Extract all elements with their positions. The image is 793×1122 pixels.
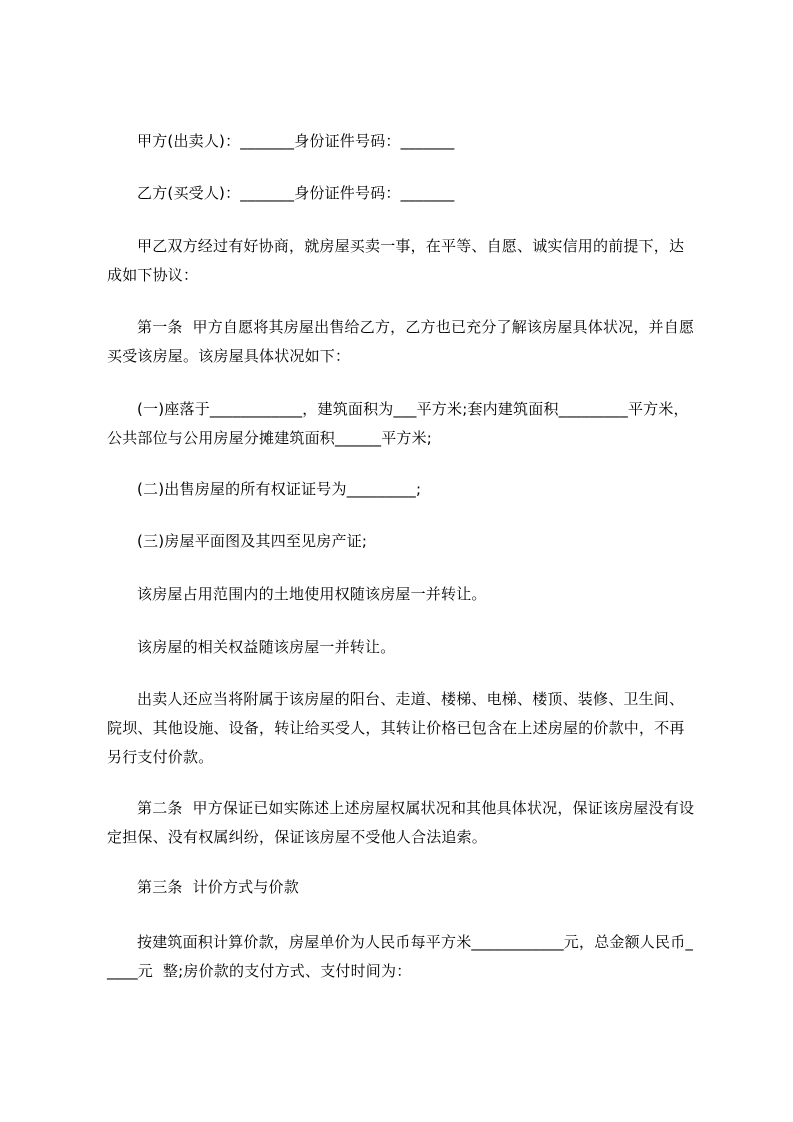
preamble-paragraph: 甲乙双方经过有好协商，就房屋买卖一事，在平等、自愿、诚实信用的前提下，达成如下协议：: [107, 237, 685, 284]
party-a-line: 甲方(出卖人)：_______身份证件号码：_______: [137, 132, 455, 150]
item-one-paragraph: (一)座落于____________，建筑面积为___平方米;套内建筑面积_________平方米，公共部位与公用房屋分摊建筑面积______平方米;: [107, 400, 689, 447]
item-two-paragraph: (二)出售房屋的所有权证证号为_________;: [137, 480, 422, 498]
party-b-line: 乙方(买受人)：_______身份证件号码：_______: [137, 184, 455, 202]
item-three-paragraph: (三)房屋平面图及其四至见房产证;: [137, 532, 368, 550]
article-three-heading: 第三条 计价方式与价款: [137, 878, 299, 896]
attachments-paragraph: 出卖人还应当将附属于该房屋的阳台、走道、楼梯、电梯、楼顶、装修、卫生间、院坝、其他设施、设备，转让给买受人，其转让价格已包含在上述房屋的价款中，不再另行支付价款。: [107, 690, 685, 766]
price-paragraph: 按建筑面积计算价款，房屋单价为人民币每平方米____________元，总金额人民币_____元 整;房价款的支付方式、支付时间为：: [107, 933, 694, 980]
article-one-paragraph: 第一条 甲方自愿将其房屋出售给乙方，乙方也已充分了解该房屋具体状况，并自愿买受该房屋。该房屋具体状况如下：: [107, 318, 695, 365]
land-use-paragraph: 该房屋占用范围内的土地使用权随该房屋一并转让。: [137, 585, 487, 603]
article-two-paragraph: 第二条 甲方保证已如实陈述上述房屋权属状况和其他具体状况，保证该房屋没有设定担保、没有权属纠纷，保证该房屋不受他人合法追索。: [107, 799, 695, 846]
rights-paragraph: 该房屋的相关权益随该房屋一并转让。: [137, 638, 396, 656]
